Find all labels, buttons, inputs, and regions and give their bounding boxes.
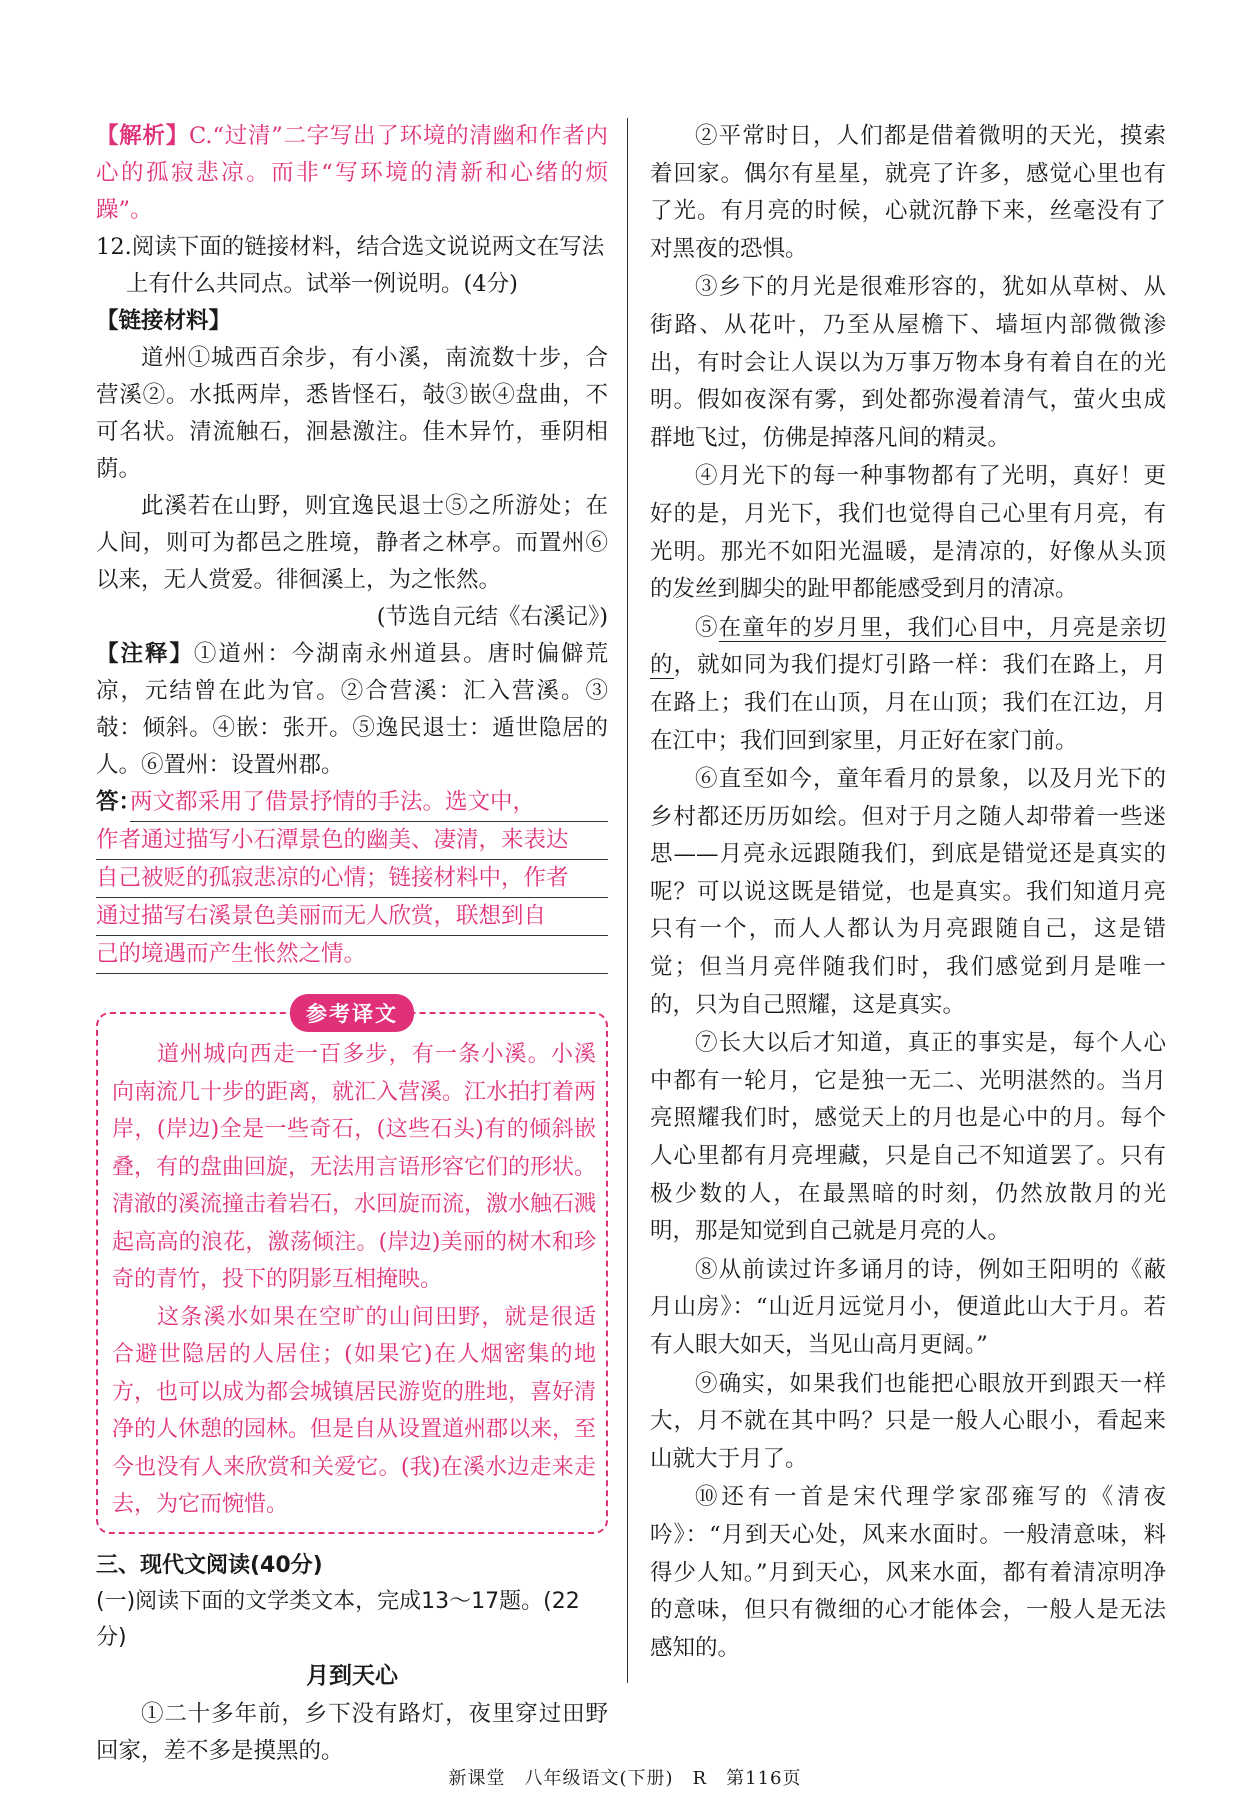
notes-label: 【注释】 (96, 641, 194, 667)
article-p5-rest: ，就如同为我们提灯引路一样：我们在路上，月在路上；我们在山顶，月在山顶；我们在江边，月在江中；我们回到家里，月正好在家门前。 (650, 652, 1166, 754)
answer-line: 两文都采用了借景抒情的手法。选文中， (130, 784, 608, 822)
right-column (650, 118, 1166, 1668)
question-12-text: 阅读下面的链接材料，结合选文说说两文在写法上有什么共同点。试举一例说明。(4分) (126, 234, 605, 297)
notes-text: ①道州：今湖南永州道县。唐时偏僻荒凉，元结曾在此为官。②合营溪：汇入营溪。③攲：倾斜。④嵌：张开。⑤逸民退士：遁世隐居的人。⑥置州：设置州郡。 (96, 641, 608, 778)
article-p3: ③乡下的月光是很难形容的，犹如从草树、从街路、从花叶，乃至从屋檐下、墙垣内部微微渗出，有时会让人误以为万事万物本身有着自在的光明。假如夜深有雾，到处都弥漫着清气，萤火虫成群地飞过，仿佛是掉落凡间的精灵。 (650, 274, 1166, 451)
notes-block (96, 636, 608, 784)
analysis-text: C.“过清”二字写出了环境的清幽和作者内心的孤寂悲凉。而非“写环境的清新和心绪的烦躁”。 (96, 123, 608, 223)
section-3-subtitle: (一)阅读下面的文学类文本，完成13～17题。(22分) (96, 1588, 580, 1650)
analysis-block (96, 118, 608, 229)
answer-line: 作者通过描写小石潭景色的幽美、凄清，来表达 (96, 822, 608, 860)
answer-line: 通过描写右溪景色美丽而无人欣赏，联想到自 (96, 898, 608, 936)
link-material-title: 【链接材料】 (96, 308, 232, 334)
reference-translation-box (96, 1002, 608, 1534)
left-column (96, 118, 608, 1770)
article-p8: ⑧从前读过许多诵月的诗，例如王阳明的《蔽月山房》：“山近月远觉月小，便道此山大于月。若有人眼大如天，当见山高月更阔。” (650, 1256, 1166, 1358)
article-p5-underlined: 在童年的岁月里，我们心目中，月亮是亲切的 (650, 614, 1166, 679)
answer-line: 自己被贬的孤寂悲凉的心情；链接材料中，作者 (96, 860, 608, 898)
article-p5-prefix: ⑤ (695, 614, 719, 641)
answer-line: 己的境遇而产生怅然之情。 (96, 936, 608, 974)
article-p4: ④月光下的每一种事物都有了光明，真好！更好的是，月光下，我们也觉得自己心里有月亮，有光明。那光不如阳光温暖，是清凉的，好像从头顶的发丝到脚尖的趾甲都能感受到月的清凉。 (650, 463, 1166, 603)
analysis-label: 【解析】 (96, 123, 189, 149)
section-3-title: 三、现代文阅读(40分) (96, 1552, 323, 1578)
question-12 (96, 229, 608, 303)
answer-block (96, 784, 608, 974)
article-p2: ②平常时日，人们都是借着微明的天光，摸索着回家。偶尔有星星，就亮了许多，感觉心里也有了光。有月亮的时候，心就沉静下来，丝毫没有了对黑夜的恐惧。 (650, 123, 1166, 262)
article-p9: ⑨确实，如果我们也能把心眼放开到跟天一样大，月不就在其中吗？只是一般人心眼小，看起来山就大于月了。 (650, 1370, 1166, 1472)
reference-translation-badge: 参考译文 (290, 994, 414, 1032)
link-material-label (96, 303, 608, 340)
article-p1: ①二十多年前，乡下没有路灯，夜里穿过田野回家，差不多是摸黑的。 (96, 1700, 608, 1764)
page-footer: 新课堂 八年级语文(下册) R 第116页 (448, 1768, 802, 1789)
link-material-source: (节选自元结《右溪记》) (376, 604, 608, 630)
article-title: 月到天心 (306, 1662, 398, 1689)
question-12-number: 12. (96, 234, 132, 260)
link-material-p2: 此溪若在山野，则宜逸民退士⑤之所游处；在人间，则可为都邑之胜境，静者之林亭。而置州⑥以来，无人赏爱。徘徊溪上，为之怅然。 (96, 493, 608, 593)
column-divider (627, 118, 628, 1683)
article-p5 (650, 610, 1166, 760)
article-p6: ⑥直至如今，童年看月的景象，以及月光下的乡村都还历历如绘。但对于月之随人却带着一些迷思——月亮永远跟随我们，到底是错觉还是真实的呢？可以说这既是错觉，也是真实。我们知道月亮只有一个，而人人都认为月亮跟随自己，这是错觉；但当月亮伴随我们时，我们感觉到月是唯一的，只为自己照耀，这是真实。 (650, 766, 1166, 1018)
answer-label: 答： (96, 789, 142, 815)
article-p7: ⑦长大以后才知道，真正的事实是，每个人心中都有一轮月，它是独一无二、光明湛然的。当月亮照耀我们时，感觉天上的月也是心中的月。每个人心里都有月亮埋藏，只是自己不知道罢了。只有极少数的人，在最黑暗的时刻，仍然放散月的光明，那是知觉到自己就是月亮的人。 (650, 1030, 1166, 1245)
link-material-p1: 道州①城西百余步，有小溪，南流数十步，合营溪②。水抵两岸，悉皆怪石，攲③嵌④盘曲，不可名状。清流触石，洄悬激注。佳木异竹，垂阴相荫。 (96, 345, 608, 482)
article-p10: ⑩还有一首是宋代理学家邵雍写的《清夜吟》：“月到天心处，风来水面时。一般清意味，料得少人知。”月到天心，风来水面，都有着清凉明净的意味，但只有微细的心才能体会，一般人是无法感知的。 (650, 1484, 1166, 1661)
translation-p2: 这条溪水如果在空旷的山间田野，就是很适合避世隐居的人居住；(如果它)在人烟密集的地方，也可以成为都会城镇居民游览的胜地，喜好清净的人休憩的园林。但是自从设置道州郡以来，至今也没有人来欣赏和关爱它。(我)在溪水边走来走去，为它而惋惜。 (112, 1304, 597, 1517)
translation-p1: 道州城向西走一百多步，有一条小溪。小溪向南流几十步的距离，就汇入营溪。江水拍打着两岸，(岸边)全是一些奇石，(这些石头)有的倾斜嵌叠，有的盘曲回旋，无法用言语形容它们的形状。清澈的溪流撞击着岩石，水回旋而流，激水触石溅起高高的浪花，激荡倾注。(岸边)美丽的树木和珍奇的青竹，投下的阴影互相掩映。 (112, 1042, 597, 1292)
